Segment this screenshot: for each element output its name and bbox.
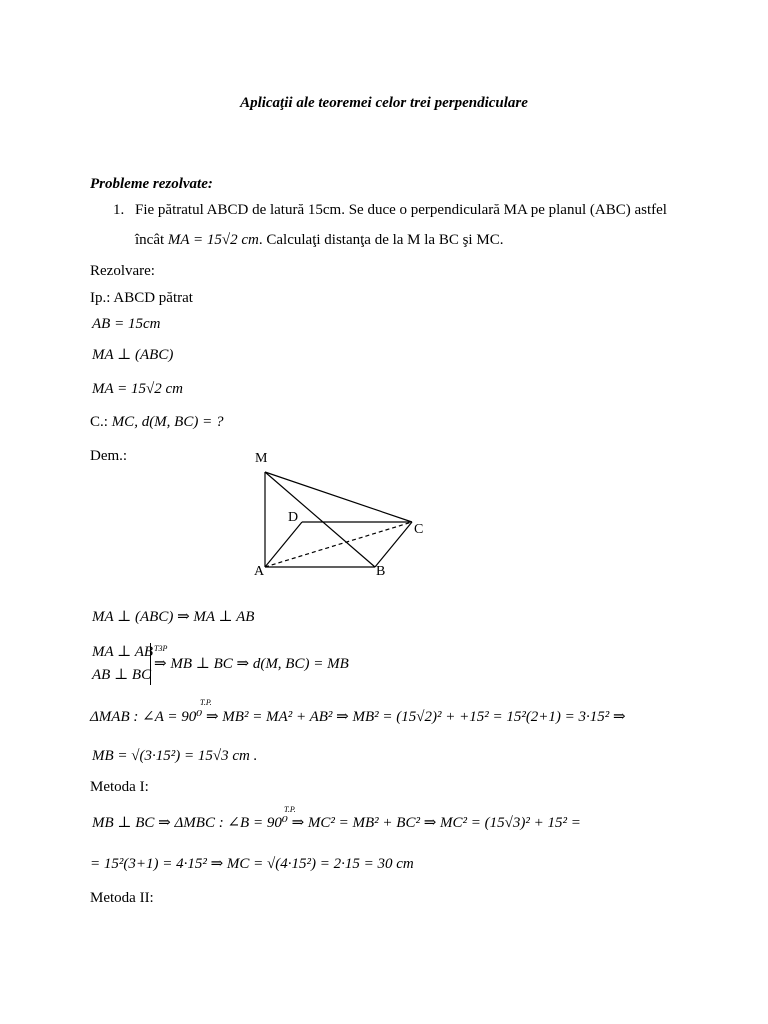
hypothesis-label: Ip.: bbox=[90, 290, 111, 306]
step-3-tag: T.P. bbox=[200, 698, 212, 707]
step-2c: ⇒ MB ⊥ BC ⇒ d(M, BC) = MB bbox=[154, 656, 349, 672]
edge-mb bbox=[265, 472, 375, 567]
method-2-label: Metoda II: bbox=[90, 890, 154, 906]
proof-label: Dem.: bbox=[90, 448, 128, 464]
label-m: M bbox=[255, 451, 268, 466]
step-5-tag: T.P. bbox=[284, 805, 296, 814]
hypothesis-ab: AB = 15cm bbox=[92, 316, 161, 332]
solution-label: Rezolvare: bbox=[90, 263, 155, 279]
label-a: A bbox=[254, 564, 265, 579]
pyramid-figure bbox=[240, 445, 440, 585]
conclusion-line bbox=[90, 412, 223, 432]
problem-text-pre: încât bbox=[135, 232, 165, 248]
conclusion-text: MC, d(M, BC) = ? bbox=[111, 414, 224, 430]
step-4: MB = √(3·15²) = 15√3 cm . bbox=[92, 748, 258, 764]
label-b: B bbox=[376, 564, 386, 579]
document-title: Aplicaţii ale teoremei celor trei perpendiculare bbox=[240, 95, 528, 111]
step-2b: AB ⊥ BC bbox=[92, 667, 152, 683]
edge-bc bbox=[375, 522, 412, 567]
problem-text-line2 bbox=[135, 230, 503, 250]
step-5: MB ⊥ BC ⇒ ΔMBC : ∠B = 90⁰ ⇒ MC² = MB² + BC² ⇒ MC² = (15√3)² + 15² = bbox=[92, 815, 581, 831]
step-2a: MA ⊥ AB bbox=[92, 644, 154, 660]
hypothesis-line bbox=[90, 288, 193, 308]
problem-text-post: . Calculaţi distanţa de la M la BC şi MC. bbox=[258, 232, 504, 248]
step-2-tag: T3P bbox=[154, 644, 168, 653]
label-d: D bbox=[288, 510, 299, 525]
problem-number: 1. bbox=[113, 202, 125, 218]
hypothesis-ma-perp: MA ⊥ (ABC) bbox=[92, 347, 174, 363]
problem-text-line1: Fie pătratul ABCD de latură 15cm. Se duce o perpendiculară MA pe planul (ABC) astfel bbox=[135, 202, 667, 218]
section-heading: Probleme rezolvate: bbox=[90, 176, 213, 192]
method-1-label: Metoda I: bbox=[90, 779, 149, 795]
problem-given-math: MA = 15√2 cm bbox=[167, 232, 259, 248]
step-6: = 15²(3+1) = 4·15² ⇒ MC = √(4·15²) = 2·15 = 30 cm bbox=[90, 856, 414, 872]
step-3: ΔMAB : ∠A = 90⁰ ⇒ MB² = MA² + AB² ⇒ MB² = (15√2)² + +15² = 15²(2+1) = 3·15² ⇒ bbox=[90, 709, 626, 725]
conclusion-label: C.: bbox=[90, 414, 108, 430]
hypothesis-text: ABCD pătrat bbox=[113, 290, 193, 306]
diagonal-ac bbox=[265, 522, 412, 567]
step-1: MA ⊥ (ABC) ⇒ MA ⊥ AB bbox=[92, 609, 255, 625]
hypothesis-ma-value: MA = 15√2 cm bbox=[92, 381, 183, 397]
label-c: C bbox=[414, 522, 424, 537]
edge-ad bbox=[265, 522, 302, 567]
